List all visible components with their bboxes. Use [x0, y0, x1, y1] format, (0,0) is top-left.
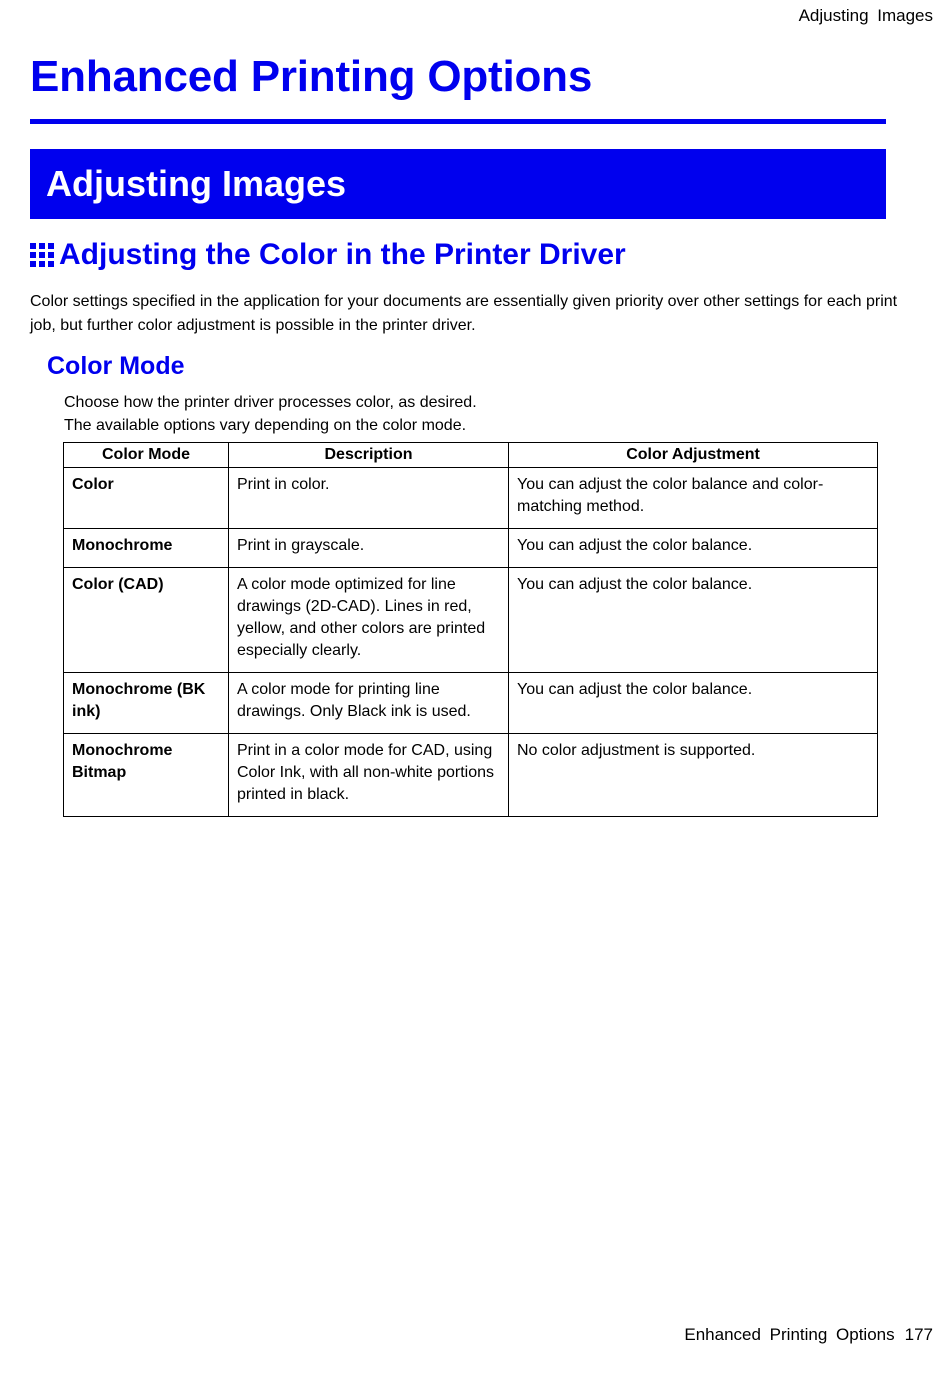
- description-cell: A color mode optimized for line drawings (2D-CAD). Lines in red, yellow, and other colors are printed especially clearly.: [229, 568, 509, 673]
- column-header-color-mode: Color Mode: [64, 443, 229, 468]
- mode-cell: Monochrome (BK ink): [64, 673, 229, 734]
- table-row: [64, 568, 878, 673]
- table-row: [64, 734, 878, 817]
- adjustment-cell: You can adjust the color balance and color-matching method.: [509, 468, 878, 529]
- table-row: [64, 673, 878, 734]
- column-header-description: Description: [229, 443, 509, 468]
- mode-cell: Color: [64, 468, 229, 529]
- mode-cell: Monochrome Bitmap: [64, 734, 229, 817]
- description-cell: Print in color.: [229, 468, 509, 529]
- table-row: [64, 529, 878, 568]
- subsection-title: Adjusting the Color in the Printer Driver: [59, 238, 626, 271]
- subsection-header: [30, 238, 626, 272]
- running-footer: [684, 1325, 933, 1345]
- mode-cell: Color (CAD): [64, 568, 229, 673]
- color-mode-heading: Color Mode: [47, 352, 185, 380]
- section-banner: [30, 149, 886, 219]
- description-cell: Print in a color mode for CAD, using Color Ink, with all non-white portions printed in black.: [229, 734, 509, 817]
- page-number: 177: [904, 1325, 933, 1344]
- running-header: Adjusting Images: [798, 6, 933, 25]
- chapter-title: Enhanced Printing Options: [30, 52, 593, 101]
- table-row: [64, 468, 878, 529]
- description-cell: A color mode for printing line drawings. Only Black ink is used.: [229, 673, 509, 734]
- column-header-color-adjustment: Color Adjustment: [509, 443, 878, 468]
- footer-title: Enhanced Printing Options: [684, 1325, 895, 1344]
- grid-icon: [30, 243, 54, 267]
- description-cell: Print in grayscale.: [229, 529, 509, 568]
- adjustment-cell: You can adjust the color balance.: [509, 529, 878, 568]
- chapter-rule: [30, 119, 886, 124]
- adjustment-cell: No color adjustment is supported.: [509, 734, 878, 817]
- color-mode-table: [63, 442, 878, 817]
- table-header-row: [64, 443, 878, 468]
- adjustment-cell: You can adjust the color balance.: [509, 568, 878, 673]
- intro-paragraph: Color settings specified in the application for your documents are essentially given priority over other settings for each print job, but further color adjustment is possible in the printer driver.: [30, 293, 898, 334]
- adjustment-cell: You can adjust the color balance.: [509, 673, 878, 734]
- color-mode-description-1: Choose how the printer driver processes color, as desired.: [64, 394, 477, 411]
- mode-cell: Monochrome: [64, 529, 229, 568]
- color-mode-description-2: The available options vary depending on the color mode.: [64, 417, 467, 434]
- section-title: Adjusting Images: [46, 163, 347, 204]
